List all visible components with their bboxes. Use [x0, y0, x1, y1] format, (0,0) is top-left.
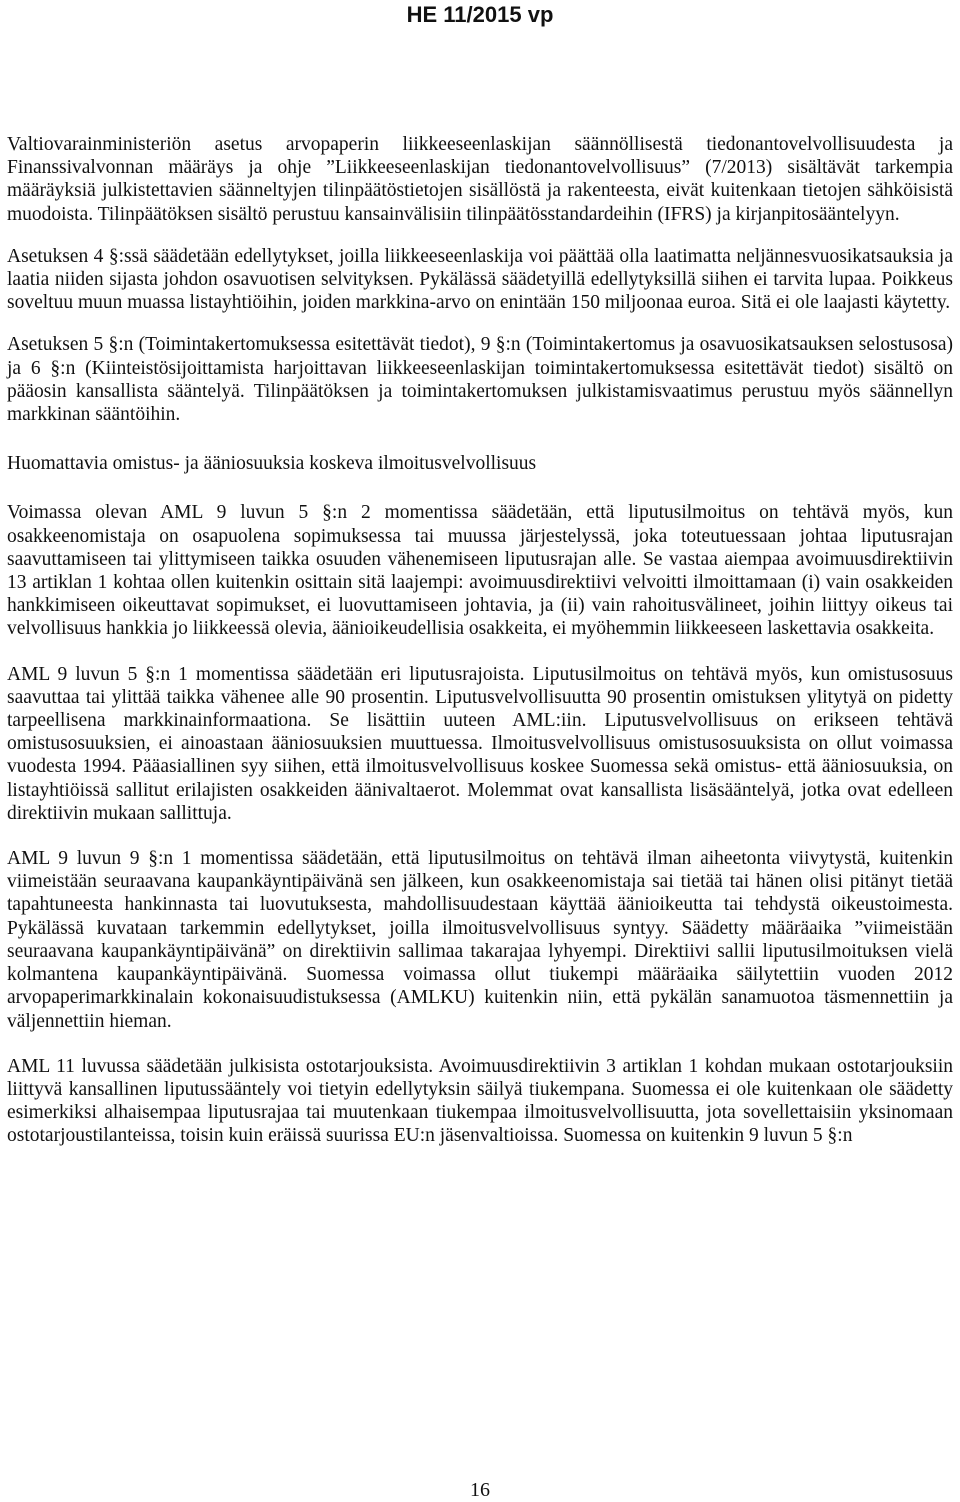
document-header [0, 0, 960, 27]
section-heading: Huomattavia omistus- ja ääniosuuksia koskeva ilmoitusvelvollisuus [7, 453, 537, 475]
paragraph-quarterly-reports: Asetuksen 4 §:ssä säädetään edellytykset, joilla liikkeeseenlaskija voi päättää olla laatimatta neljännesvuosikatsauksia ja laatia niiden sijasta johdon osavuotisen selvityksen. Pykälässä säädetyillä edellytyksillä siihen ei tarvita lupaa. Poikkeus soveltuu muun muassa listayhtiöihin, joiden markkina-arvo on enintään 150 miljoonaa euroa. Sitä ei ole laajasti käytetty. [7, 245, 953, 314]
document-id: HE 11/2015 vp [406, 2, 554, 27]
paragraph-aml-11: AML 11 luvussa säädetään julkisista ostotarjouksista. Avoimuusdirektiivin 3 artiklan 1 kohdan mukaan ostotarjouksiin liittyvä kansallinen liputussääntely voi tietyin edellytyksin säilyä tiukempana. Suomessa ei ole kuitenkaan ole säädetty esimerkiksi alhaisempaa liputusrajaa tai muutenkaan tiukempaa ilmoitusvelvollisuutta, jota sovellettaisiin yksinomaan ostotarjoustilanteissa, toisin kuin eräissä suurissa EU:n jäsenvaltioissa. Suomessa on kuitenkin 9 luvun 5 §:n [7, 1055, 953, 1147]
paragraph-aml-9-5-2: Voimassa olevan AML 9 luvun 5 §:n 2 momentissa säädetään, että liputusilmoitus on tehtävä myös, kun osakkeenomistaja on osapuolena sopimuksessa tai muussa järjestelyssä, joka toteutuessaan johtaa liputusrajan saavuttamiseen tai ylittymiseen taikka osuuden vähenemiseen liputusrajan alle. Se vastaa aiempaa avoimuusdirektiivin 13 artiklan 1 kohtaa ollen kuitenkin osittain sitä laajempi: avoimuusdirektiivi velvoitti ilmoittamaan (i) vain osakkeiden hankkimiseen oikeuttavat sopimukset, ei luovuttamiseen johtavia, ja (ii) vain rahoitusvälineet, joihin liittyy oikeus tai velvollisuus hankkia jo liikkeessä olevia, äänioikeudellisia osakkeita, ei myöhemmin liikkeeseen laskettavia osakkeita. [7, 502, 953, 640]
paragraph-annual-report: Asetuksen 5 §:n (Toimintakertomuksessa esitettävät tiedot), 9 §:n (Toimintakertomus ja osavuosikatsauksen selostusosa) ja 6 §:n (Kiinteistösijoittamista harjoittavan liikkeeseenlaskijan toimintakertomuksessa esitettävät tiedot) sisältö on pääosin kansallista sääntelyä. Tilinpäätöksen ja toimintakertomuksen julkistamisvaatimus perustuu myös säännellyn markkinan sääntöihin. [7, 334, 953, 426]
paragraph-aml-9-9-1: AML 9 luvun 9 §:n 1 momentissa säädetään, että liputusilmoitus on tehtävä ilman aiheetonta viivytystä, kuitenkin viimeistään seuraavana kaupankäyntipäivänä sen jälkeen, kun osakkeenomistaja sai tietää tai hänen olisi pitänyt tietää tapahtuneesta hankinnasta tai luovutuksesta, mahdollisuudestaan käyttää äänioikeutta tai tehdystä oikeustoimesta. Pykälässä kuvataan tarkemmin edellytykset, joilla ilmoitusvelvollisuus syntyy. Säädetty määräaika ”viimeistään seuraavana kaupankäyntipäivänä” on direktiivin sallimaa takarajaa lyhyempi. Direktiivi sallii liputusilmoituksen vielä kolmantena kaupankäyntipäivänä. Suomessa voimassa ollut tiukempi määräaika säilytettiin vuoden 2012 arvopaperimarkkinalain kokonaisuudistuksessa (AMLKU) kuitenkin niin, että pykälän sanamuotoa täsmennettiin ja väljennettiin hieman. [7, 848, 953, 1032]
document-body [7, 133, 953, 1148]
page-number: 16 [470, 1479, 490, 1501]
paragraph-reporting-decree: Valtiovarainministeriön asetus arvopaperin liikkeeseenlaskijan säännöllisestä tiedonantovelvollisuudesta ja Finanssivalvonnan määräys ja ohje ”Liikkeeseenlaskijan tiedonantovelvollisuus” (7/2013) sisältävät tarkempia määräyksiä julkistettavien säänneltyjen tilinpäätöstietojen sisällöstä ja rakenteesta, eivät kuitenkaan tietojen sähköisistä muodoista. Tilinpäätöksen sisältö perustuu kansainvälisiin tilinpäätösstandardeihin (IFRS) ja kirjanpitosääntelyyn. [7, 134, 953, 225]
paragraph-aml-9-5-1: AML 9 luvun 5 §:n 1 momentissa säädetään eri liputusrajoista. Liputusilmoitus on tehtävä myös, kun omistusosuus saavuttaa tai ylittää taikka vähenee alle 90 prosentin. Liputusvelvollisuutta 90 prosentin omistuksen ylitytyä on pidetty tarpeellisena markkinainformaationa. Se lisättiin uuteen AML:iin. Liputusvelvollisuus on erikseen tehtävä omistusosuuksien, ei ainoastaan ääniosuuksien muuttuessa. Ilmoitusvelvollisuus omistusosuuksista on ollut voimassa vuodesta 1994. Pääasiallinen syy siihen, että ilmoitusvelvollisuus koskee Suomessa sekä omistus- että ääniosuuksia, on listayhtiöissä sallitut erilajisten osakkeiden äänivaltaerot. Molemmat ovat kansallista lisäsääntelyä, jotka ovat edelleen direktiivin mukaan sallittuja. [7, 663, 953, 824]
